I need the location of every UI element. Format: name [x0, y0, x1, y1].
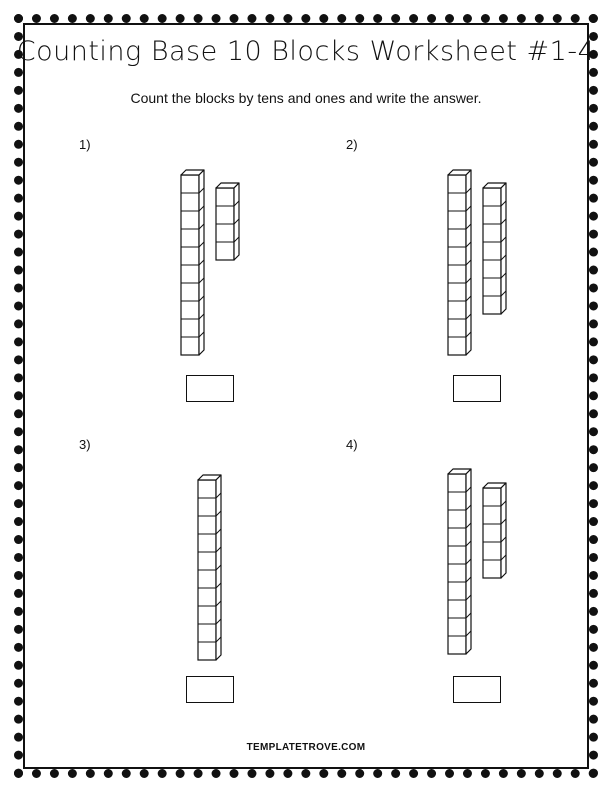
site-footer: TEMPLATETROVE.COM [246, 742, 366, 753]
page-border [23, 23, 589, 769]
answer-box-2[interactable] [453, 375, 501, 402]
worksheet-title: Counting Base 10 Blocks Worksheet #1-4 [16, 36, 596, 67]
problem-label-3: 3) [79, 437, 91, 452]
problem-label-2: 2) [346, 137, 358, 152]
answer-box-1[interactable] [186, 375, 234, 402]
answer-box-3[interactable] [186, 676, 234, 703]
problem-label-4: 4) [346, 437, 358, 452]
answer-box-4[interactable] [453, 676, 501, 703]
problem-label-1: 1) [79, 137, 91, 152]
worksheet-instructions: Count the blocks by tens and ones and write the answer. [130, 90, 482, 106]
